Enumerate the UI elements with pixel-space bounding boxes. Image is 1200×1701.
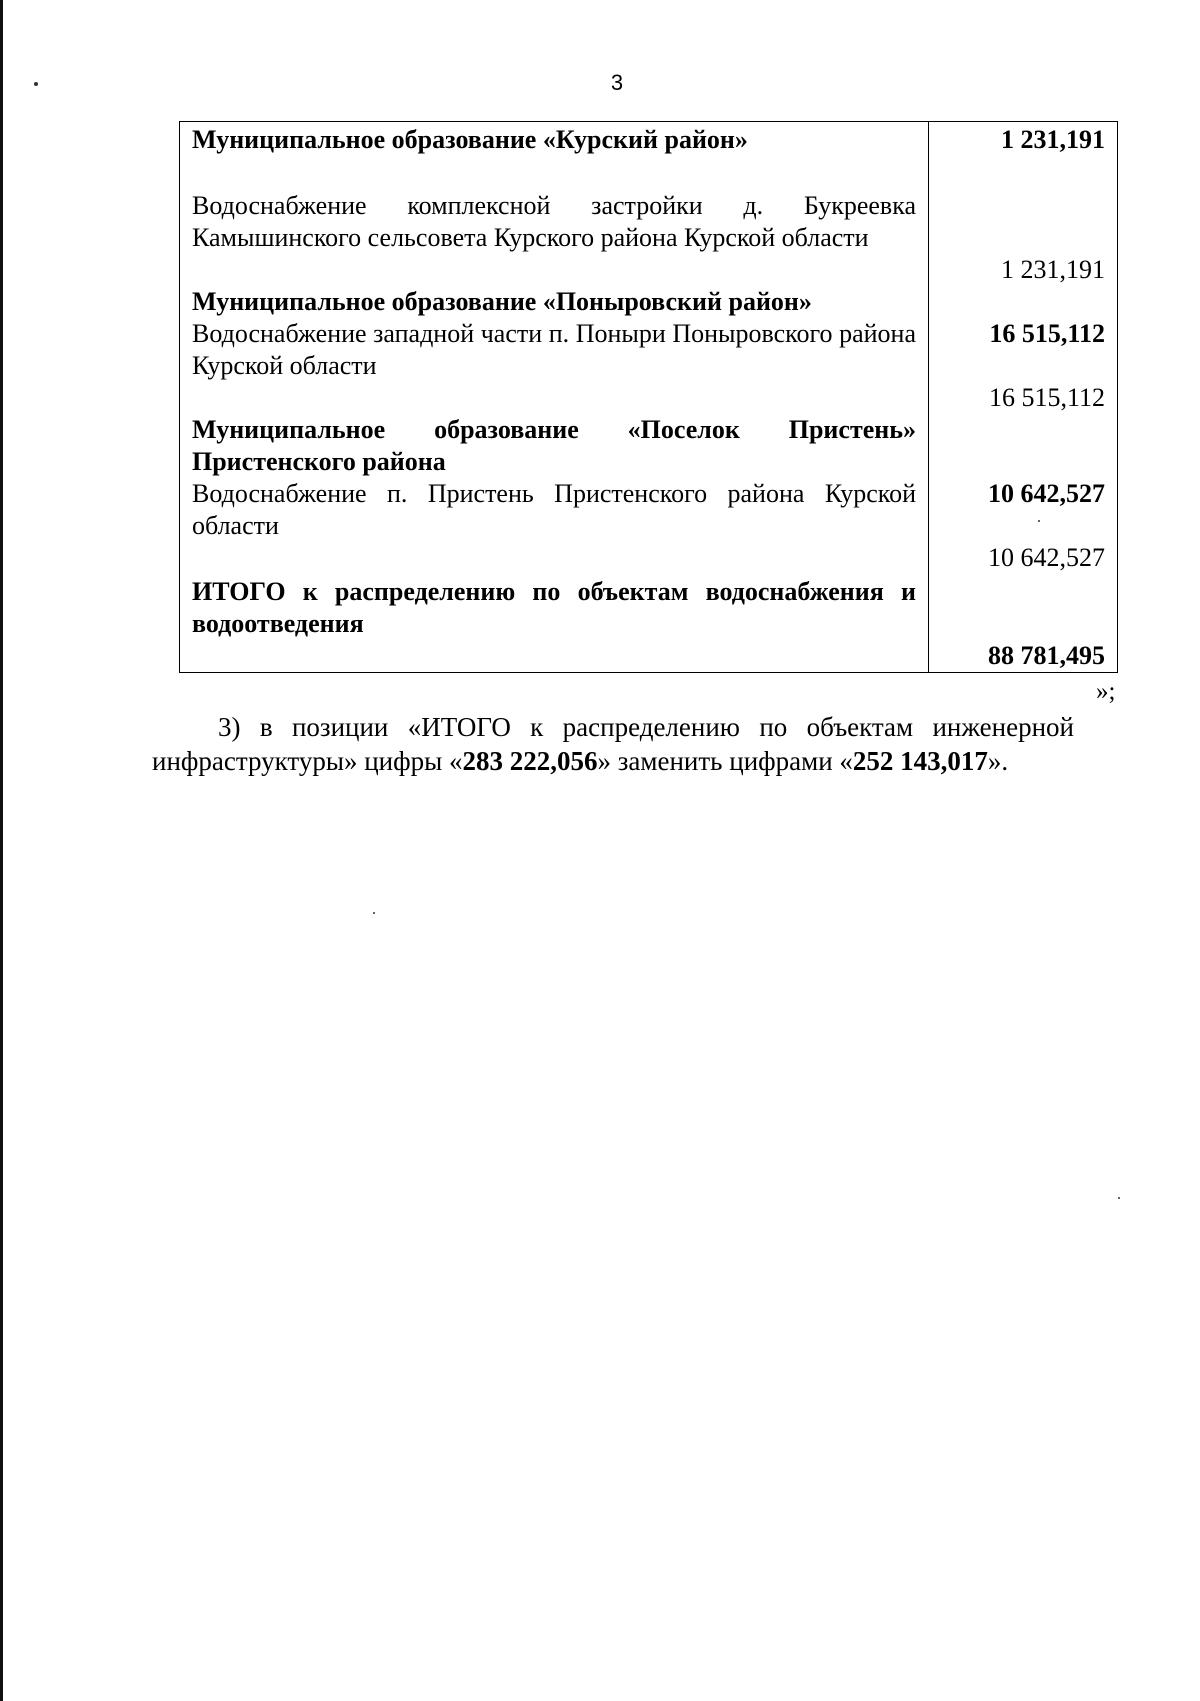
municipality-name: Муниципальное образование «Курский район» [192, 125, 748, 154]
table-row [180, 122, 1118, 673]
municipality-name: Муниципальное образование «Поселок Пристень» Пристенского района [192, 415, 916, 476]
object-name: Водоснабжение комплексной застройки д. Букреевка Камышинского сельсовета Курского района Курской области [192, 191, 916, 252]
object-value: 1 231,191 [1001, 255, 1105, 284]
object-name: Водоснабжение западной части п. Поныри Поныровского района Курской области [192, 319, 916, 380]
object-value: 10 642,527 [988, 543, 1105, 572]
municipality-total: 10 642,527 [988, 479, 1105, 508]
scan-edge-line [0, 0, 3, 1701]
old-value: 283 222,056 [462, 746, 598, 776]
amendment-middle: » заменить цифрами « [597, 746, 853, 776]
total-label: ИТОГО к распределению по объектам водоснабжения и водоотведения [192, 577, 916, 638]
object-name: Водоснабжение п. Пристень Пристенского района Курской области [192, 479, 916, 540]
municipality-total: 1 231,191 [1001, 125, 1105, 154]
closing-quote: »; [1096, 678, 1116, 705]
object-value: 16 515,112 [988, 383, 1105, 412]
page-number: 3 [610, 70, 624, 95]
municipality-total: 16 515,112 [989, 319, 1105, 348]
new-value: 252 143,017 [852, 746, 988, 776]
allocation-table [179, 121, 1118, 673]
grand-total-value: 88 781,495 [988, 641, 1105, 670]
amendment-paragraph [152, 710, 1074, 778]
amendment-suffix: ». [987, 746, 1009, 776]
amendment-prefix: 3) в позиции «ИТОГО к распределению по объектам инженерной инфраструктуры» цифры « [152, 712, 1074, 776]
description-cell [180, 122, 929, 673]
scan-speck [1118, 1197, 1120, 1199]
value-cell [929, 122, 1118, 673]
scan-speck [373, 912, 375, 914]
allocation-table-container [179, 121, 1105, 673]
municipality-name: Муниципальное образование «Поныровский район» [192, 287, 812, 316]
